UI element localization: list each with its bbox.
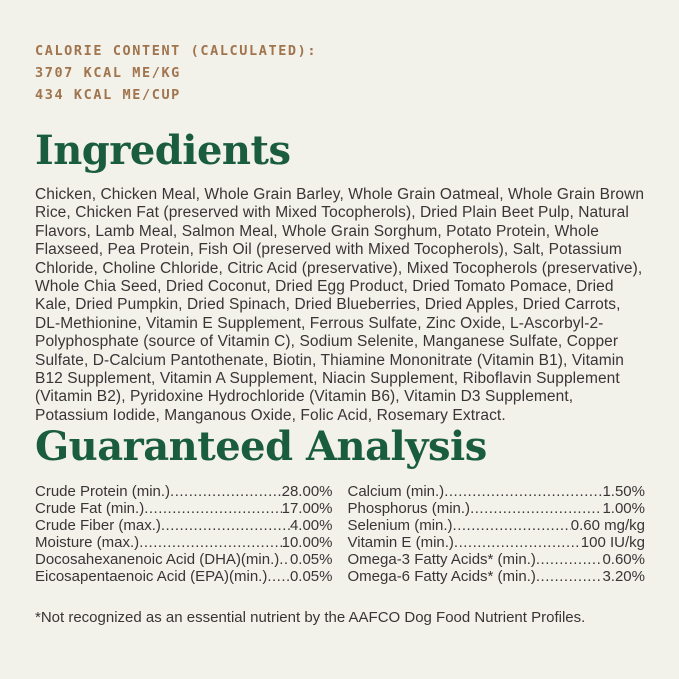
calorie-content-block — [35, 40, 645, 106]
analysis-label: Calcium (min.) — [347, 483, 445, 501]
analysis-value: 17.00% — [281, 500, 333, 518]
dot-leader — [144, 500, 281, 517]
guaranteed-analysis-table — [35, 483, 645, 585]
ingredients-heading: Ingredients — [35, 127, 291, 174]
table-row — [35, 568, 333, 585]
table-row — [35, 534, 333, 551]
analysis-label: Selenium (min.) — [347, 517, 453, 535]
table-row — [35, 500, 333, 517]
guaranteed-analysis-heading: Guaranteed Analysis — [35, 423, 487, 471]
analysis-label: Vitamin E (min.) — [347, 534, 454, 552]
dot-leader — [139, 534, 281, 551]
analysis-value: 28.00% — [281, 483, 333, 501]
analysis-value: 0.60% — [602, 551, 645, 569]
analysis-column-left — [35, 483, 333, 585]
dot-leader — [170, 483, 282, 500]
analysis-label: Omega-3 Fatty Acids* (min.) — [347, 551, 536, 569]
ingredients-text: Chicken, Chicken Meal, Whole Grain Barley, Whole Grain Oatmeal, Whole Grain Brown Rice, Chicken Fat (preserved with Mixed Tocopherols), Dried Plain Beet Pulp, Natural Flavors, Lamb Meal, Salmon Meal, Whole Grain Sorghum, Potato Protein, Whole Flaxseed, Pea Protein, Fish Oil (preserved with Mixed Tocopherols), Salt, Potassium Chloride, Choline Chloride, Citric Acid (preservative), Mixed Tocopherols (preservative), Whole Chia Seed, Dried Coconut, Dried Egg Product, Dried Tomato Pomace, Dried Kale, Dried Pumpkin, Dried Spinach, Dried Blueberries, Dried Apples, Dried Carrots, DL-Methionine, Vitamin E Supplement, Ferrous Sulfate, Zinc Oxide, L-Ascorbyl-2-Polyphosphate (source of Vitamin C), Sodium Selenite, Manganese Sulfate, Copper Sulfate, D-Calcium Pantothenate, Biotin, Thiamine Mononitrate (Vitamin B1), Vitamin B12 Supplement, Vitamin A Supplement, Niacin Supplement, Riboflavin Supplement (Vitamin B2), Pyridoxine Hydrochloride (Vitamin B6), Vitamin D3 Supplement, Potassium Iodide, Manganous Oxide, Folic Acid, Rosemary Extract. — [35, 186, 645, 424]
analysis-label: Moisture (max.) — [35, 534, 140, 552]
table-row — [35, 483, 333, 500]
analysis-value: 0.60 mg/kg — [570, 517, 645, 535]
table-row — [35, 551, 333, 568]
analysis-label: Crude Protein (min.) — [35, 483, 171, 501]
dot-leader — [279, 551, 290, 568]
dot-leader — [536, 568, 603, 585]
dot-leader — [470, 500, 602, 517]
analysis-label: Phosphorus (min.) — [347, 500, 471, 518]
table-row — [348, 500, 646, 517]
dot-leader — [536, 551, 603, 568]
dot-leader — [453, 517, 571, 534]
analysis-label: Eicosapentaenoic Acid (EPA)(min.) — [35, 568, 268, 586]
table-row — [348, 517, 646, 534]
table-row — [348, 568, 646, 585]
analysis-label: Crude Fat (min.) — [35, 500, 145, 518]
calorie-kcal-per-kg: 3707 KCAL ME/KG — [35, 65, 181, 81]
analysis-value: 0.05% — [289, 551, 333, 569]
table-row — [348, 551, 646, 568]
dot-leader — [161, 517, 290, 534]
dot-leader — [444, 483, 602, 500]
table-row — [348, 483, 646, 500]
analysis-column-right — [348, 483, 646, 585]
table-row — [35, 517, 333, 534]
analysis-value: 100 IU/kg — [580, 534, 645, 552]
table-row — [348, 534, 646, 551]
analysis-label: Crude Fiber (max.) — [35, 517, 161, 535]
analysis-value: 3.20% — [602, 568, 645, 586]
calorie-kcal-per-cup: 434 KCAL ME/CUP — [35, 87, 181, 103]
analysis-value: 1.00% — [602, 500, 645, 518]
analysis-value: 10.00% — [281, 534, 333, 552]
dot-leader — [267, 568, 290, 585]
analysis-value: 0.05% — [289, 568, 333, 586]
aafco-footnote: *Not recognized as an essential nutrient by the AAFCO Dog Food Nutrient Profiles. — [35, 609, 586, 627]
analysis-label: Omega-6 Fatty Acids* (min.) — [347, 568, 536, 586]
calorie-content-title: CALORIE CONTENT (CALCULATED): — [35, 43, 318, 59]
dot-leader — [454, 534, 581, 551]
analysis-value: 4.00% — [289, 517, 333, 535]
analysis-label: Docosahexanenoic Acid (DHA)(min.) — [35, 551, 280, 569]
analysis-value: 1.50% — [602, 483, 645, 501]
